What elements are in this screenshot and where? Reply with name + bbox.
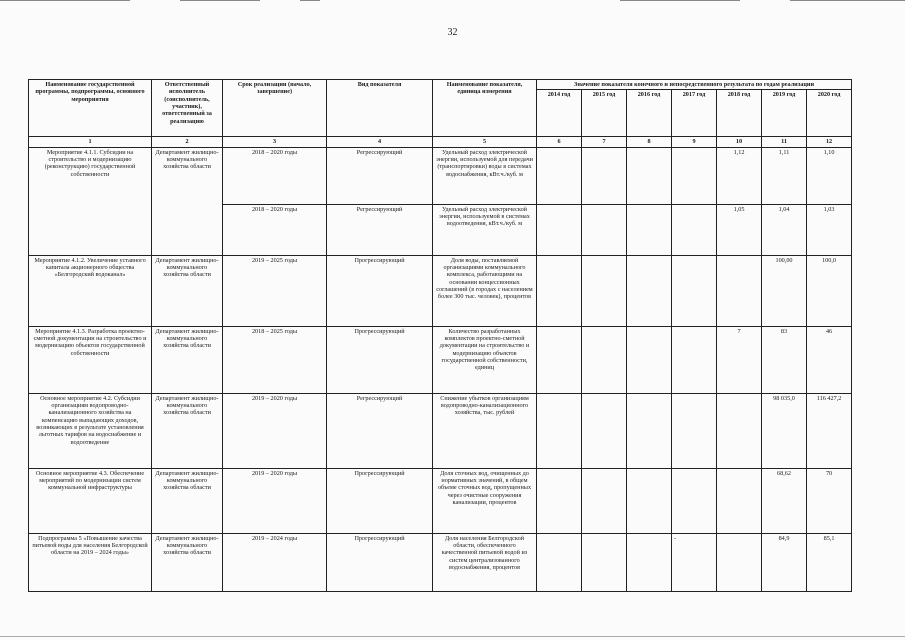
- value-cell: [627, 204, 672, 255]
- header-col3: Срок реализации (начало, завершение): [223, 80, 327, 137]
- executor: Департамент жилищно-коммунального хозяйства области: [152, 326, 223, 393]
- indicator-type: Регрессирующий: [327, 393, 433, 468]
- period: 2019 – 2020 годы: [223, 393, 327, 468]
- value-cell: 1,05: [717, 204, 762, 255]
- header-col5: Наименование показателя, единица измерения: [433, 80, 537, 137]
- program-name: Подпрограмма 5 «Повышение качества питьевой воды для населения Белгородской области на 2019 – 2024 годы»: [29, 533, 152, 591]
- value-cell: [627, 393, 672, 468]
- value-cell: 85,1: [807, 533, 852, 591]
- header-year: 2018 год: [717, 90, 762, 137]
- value-cell: [582, 393, 627, 468]
- value-cell: 1,12: [717, 147, 762, 204]
- column-number: 1: [29, 137, 152, 147]
- header-year: 2014 год: [537, 90, 582, 137]
- value-cell: -: [672, 533, 717, 591]
- indicator-type: Регрессирующий: [327, 204, 433, 255]
- column-number: 12: [807, 137, 852, 147]
- value-cell: [537, 468, 582, 533]
- value-cell: [672, 468, 717, 533]
- program-name: Мероприятие 4.1.2. Увеличение уставного капитала акционерного общества «Белгородский водоканал»: [29, 255, 152, 326]
- header-col2: Ответственный исполнитель (соисполнитель, участник), ответственный за реализацию: [152, 80, 223, 137]
- value-cell: [717, 255, 762, 326]
- value-cell: 46: [807, 326, 852, 393]
- column-number: 11: [762, 137, 807, 147]
- program-name: Мероприятие 4.1.1. Субсидии на строительство и модернизацию (реконструкцию) государственной собственности: [29, 147, 152, 255]
- value-cell: [627, 468, 672, 533]
- value-cell: 70: [807, 468, 852, 533]
- period: 2018 – 2025 годы: [223, 326, 327, 393]
- program-name: Основное мероприятие 4.2. Субсидии организациям водопроводно-канализационного хозяйства на компенсацию выпадающих доходов, возникающих в результате установления льготных тарифов на водоснабжение и водоотведение: [29, 393, 152, 468]
- indicator-name: Доля сточных вод, очищенных до нормативных значений, в общем объеме сточных вод, пропущенных через очистные сооружения канализации, процентов: [433, 468, 537, 533]
- executor: Департамент жилищно-коммунального хозяйства области: [152, 393, 223, 468]
- value-cell: [537, 326, 582, 393]
- period: 2018 – 2020 годы: [223, 147, 327, 204]
- value-cell: 68,62: [762, 468, 807, 533]
- indicator-name: Доля воды, поставляемой организациями коммунального комплекса, работающими на основании концессионных соглашений (в городах с населением более 300 тыс. человек), процентов: [433, 255, 537, 326]
- value-cell: [582, 533, 627, 591]
- value-cell: [582, 468, 627, 533]
- value-cell: [582, 204, 627, 255]
- value-cell: [672, 326, 717, 393]
- indicator-name: Снижение убытков организациям водопроводно-канализационного хозяйства, тыс. рублей: [433, 393, 537, 468]
- column-number: 8: [627, 137, 672, 147]
- value-cell: [582, 255, 627, 326]
- value-cell: 84,9: [762, 533, 807, 591]
- header-year: 2015 год: [582, 90, 627, 137]
- value-cell: [672, 204, 717, 255]
- period: 2019 – 2024 годы: [223, 533, 327, 591]
- value-cell: [582, 147, 627, 204]
- table-row: [29, 393, 852, 468]
- header-year: 2020 год: [807, 90, 852, 137]
- header-col1: Наименование государственной программы, подпрограммы, основного мероприятия: [29, 80, 152, 137]
- value-cell: [672, 255, 717, 326]
- value-cell: [717, 393, 762, 468]
- value-cell: [582, 326, 627, 393]
- results-table: [28, 79, 852, 592]
- column-number: 5: [433, 137, 537, 147]
- indicator-type: Прогрессирующий: [327, 533, 433, 591]
- value-cell: [717, 533, 762, 591]
- column-number: 7: [582, 137, 627, 147]
- executor: Департамент жилищно-коммунального хозяйства области: [152, 255, 223, 326]
- value-cell: [537, 393, 582, 468]
- indicator-type: Прогрессирующий: [327, 255, 433, 326]
- table-row: [29, 533, 852, 591]
- column-number: 2: [152, 137, 223, 147]
- period: 2018 – 2020 годы: [223, 204, 327, 255]
- value-cell: [537, 147, 582, 204]
- header-year: 2016 год: [627, 90, 672, 137]
- value-cell: 100,0: [807, 255, 852, 326]
- value-cell: 116 427,2: [807, 393, 852, 468]
- value-cell: 7: [717, 326, 762, 393]
- value-cell: [627, 533, 672, 591]
- indicator-type: Прогрессирующий: [327, 326, 433, 393]
- value-cell: [627, 255, 672, 326]
- column-number: 3: [223, 137, 327, 147]
- value-cell: 1,04: [762, 204, 807, 255]
- value-cell: [672, 147, 717, 204]
- executor: Департамент жилищно-коммунального хозяйства области: [152, 468, 223, 533]
- value-cell: [537, 255, 582, 326]
- value-cell: [672, 393, 717, 468]
- value-cell: 1,11: [762, 147, 807, 204]
- period: 2019 – 2025 годы: [223, 255, 327, 326]
- executor: Департамент жилищно-коммунального хозяйства области: [152, 533, 223, 591]
- header-group: Значение показателя конечного и непосредственного результата по годам реализации: [537, 80, 852, 90]
- header-year: 2017 год: [672, 90, 717, 137]
- value-cell: 1,10: [807, 147, 852, 204]
- value-cell: [627, 326, 672, 393]
- period: 2019 – 2020 годы: [223, 468, 327, 533]
- program-name: Мероприятие 4.1.3. Разработка проектно-сметной документации на строительство и модернизацию объектов государственной собственности: [29, 326, 152, 393]
- value-cell: 83: [762, 326, 807, 393]
- table-row: [29, 326, 852, 393]
- executor: Департамент жилищно-коммунального хозяйства области: [152, 147, 223, 255]
- value-cell: 100,00: [762, 255, 807, 326]
- header-col4: Вид показателя: [327, 80, 433, 137]
- value-cell: 1,03: [807, 204, 852, 255]
- column-number: 10: [717, 137, 762, 147]
- page-number: 32: [447, 27, 458, 38]
- table-row: [29, 147, 852, 204]
- table-row: [29, 468, 852, 533]
- table-row: [29, 255, 852, 326]
- column-number: 4: [327, 137, 433, 147]
- indicator-type: Прогрессирующий: [327, 468, 433, 533]
- header-year: 2019 год: [762, 90, 807, 137]
- column-number: 9: [672, 137, 717, 147]
- indicator-name: Количество разработанных комплектов проектно-сметной документации на строительство и модернизацию объектов государственной собственности, единиц: [433, 326, 537, 393]
- value-cell: [537, 204, 582, 255]
- value-cell: [717, 468, 762, 533]
- column-number: 6: [537, 137, 582, 147]
- indicator-type: Регрессирующий: [327, 147, 433, 204]
- indicator-name: Доля населения Белгородской области, обеспеченного качественной питьевой водой из систем централизованного водоснабжения, процентов: [433, 533, 537, 591]
- program-name: Основное мероприятие 4.3. Обеспечение мероприятий по модернизации систем коммунальной инфраструктуры: [29, 468, 152, 533]
- value-cell: 98 035,0: [762, 393, 807, 468]
- indicator-name: Удельный расход электрической энергии, используемой для передачи (транспортировки) воды в системах водоснабжения, кВт.ч./куб. м: [433, 147, 537, 204]
- value-cell: [627, 147, 672, 204]
- value-cell: [537, 533, 582, 591]
- indicator-name: Удельный расход электрической энергии, используемой в системах водоотведения, кВт.ч./куб. м: [433, 204, 537, 255]
